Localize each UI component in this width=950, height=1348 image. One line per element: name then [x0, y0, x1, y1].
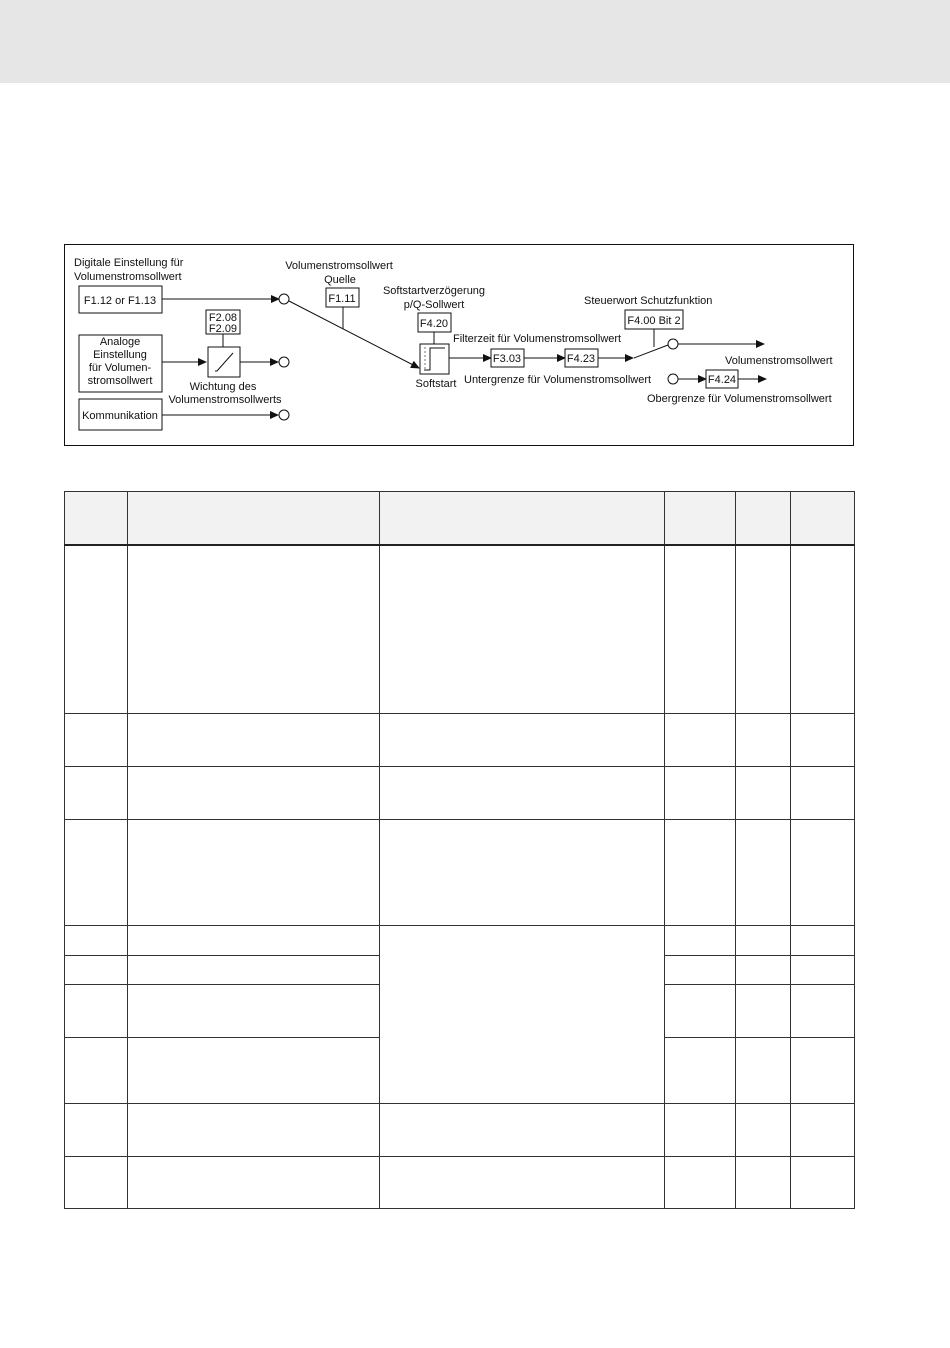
table-cell — [65, 956, 128, 985]
table-row — [65, 820, 855, 926]
table-cell — [791, 1157, 855, 1209]
table-cell — [791, 956, 855, 985]
source-label-line1: Volumenstromsollwert — [285, 260, 393, 272]
upper-limit-param: F4.24 — [707, 374, 737, 386]
filter-param: F3.03 — [492, 353, 522, 365]
table-cell — [736, 820, 791, 926]
table-cell — [665, 926, 736, 956]
control-word-label: Steuerwort Schutzfunktion — [584, 295, 713, 307]
table-cell — [736, 545, 791, 714]
analog-setting-label-line3: für Volumen- — [88, 362, 152, 374]
table-cell — [665, 1038, 736, 1104]
table-row — [65, 1157, 855, 1209]
table-row — [65, 714, 855, 767]
table-cell — [128, 767, 380, 820]
flow-setpoint-diagram — [64, 244, 854, 446]
table-cell — [380, 1157, 665, 1209]
table-cell — [128, 1104, 380, 1157]
table-header-row — [65, 492, 855, 545]
scaling-label-line2: Volumenstromsollwerts — [168, 394, 282, 406]
table-cell — [65, 985, 128, 1038]
header-cell — [380, 492, 665, 545]
table-cell — [791, 545, 855, 714]
communication-label: Kommunikation — [82, 410, 158, 422]
table-cell — [736, 956, 791, 985]
lower-limit-param: F4.23 — [566, 353, 596, 365]
table-cell — [665, 714, 736, 767]
table-cell — [65, 926, 128, 956]
table-cell — [380, 545, 665, 714]
output-label: Volumenstromsollwert — [725, 355, 833, 367]
table-cell — [380, 767, 665, 820]
table-cell — [128, 1038, 380, 1104]
table-cell — [128, 956, 380, 985]
analog-setting-label-line4: stromsollwert — [87, 375, 153, 387]
header-cell — [128, 492, 380, 545]
table-cell — [791, 1038, 855, 1104]
table-cell — [65, 1104, 128, 1157]
analog-setting-label-line1: Analoge — [99, 336, 141, 348]
table-cell — [736, 1104, 791, 1157]
protection-switch-contact-normal — [668, 339, 678, 349]
table-cell — [65, 1157, 128, 1209]
table-cell — [380, 714, 665, 767]
header-cell — [791, 492, 855, 545]
table-row — [65, 767, 855, 820]
source-switch-contact-communication — [279, 410, 289, 420]
table-cell — [791, 714, 855, 767]
table-cell — [65, 820, 128, 926]
upper-limit-label: Obergrenze für Volumenstromsollwert — [647, 393, 832, 405]
table-cell — [665, 545, 736, 714]
scaling-block — [208, 347, 240, 377]
parameter-table — [64, 491, 855, 1209]
table-cell — [791, 985, 855, 1038]
scaling-param-2: F2.09 — [208, 323, 238, 335]
header-cell — [665, 492, 736, 545]
softstart-label: Softstart — [415, 378, 457, 390]
table-cell — [736, 985, 791, 1038]
source-label-line2: Quelle — [324, 274, 356, 286]
source-switch-contact-digital — [279, 294, 289, 304]
table-cell — [791, 820, 855, 926]
lower-limit-label: Untergrenze für Volumenstromsollwert — [464, 374, 652, 386]
digital-setting-label-line2: Volumenstromsollwert — [74, 271, 182, 283]
scaling-param-1: F2.08 — [208, 312, 238, 324]
table-cell — [665, 956, 736, 985]
table-row — [65, 1104, 855, 1157]
table-cell — [128, 926, 380, 956]
table-cell — [65, 714, 128, 767]
table-cell — [128, 985, 380, 1038]
table-cell — [736, 1038, 791, 1104]
table-cell-merged — [380, 926, 665, 1104]
table-cell — [791, 926, 855, 956]
digital-setting-label-line1: Digitale Einstellung für — [74, 257, 184, 269]
softstart-delay-label-line2: p/Q-Sollwert — [403, 299, 465, 311]
table-cell — [65, 545, 128, 714]
digital-param: F1.12 or F1.13 — [83, 295, 157, 307]
header-cell — [736, 492, 791, 545]
header-band — [0, 0, 950, 83]
table-cell — [736, 767, 791, 820]
table-cell — [665, 1157, 736, 1209]
scaling-label-line1: Wichtung des — [189, 381, 257, 393]
source-param: F1.11 — [328, 293, 356, 305]
table-cell — [791, 767, 855, 820]
softstart-delay-label-line1: Softstartverzögerung — [382, 285, 486, 297]
filter-label: Filterzeit für Volumenstromsollwert — [453, 333, 622, 345]
control-word-param: F4.00 Bit 2 — [627, 315, 681, 327]
table-cell — [736, 1157, 791, 1209]
table-cell — [128, 714, 380, 767]
table-cell — [791, 1104, 855, 1157]
analog-setting-label-line2: Einstellung — [93, 349, 147, 361]
table-cell — [665, 820, 736, 926]
table-cell — [665, 985, 736, 1038]
table-cell — [128, 1157, 380, 1209]
table-cell — [380, 1104, 665, 1157]
table-cell — [65, 767, 128, 820]
table-cell — [665, 1104, 736, 1157]
table-cell — [665, 767, 736, 820]
table-cell — [128, 820, 380, 926]
table-row — [65, 926, 855, 956]
table-cell — [380, 820, 665, 926]
header-cell — [65, 492, 128, 545]
protection-switch-contact-upper — [668, 374, 678, 384]
table-cell — [736, 714, 791, 767]
table-cell — [65, 1038, 128, 1104]
source-switch-contact-analog — [279, 357, 289, 367]
softstart-delay-param: F4.20 — [419, 318, 449, 330]
table-cell — [128, 545, 380, 714]
table-cell — [736, 926, 791, 956]
table-row — [65, 545, 855, 714]
